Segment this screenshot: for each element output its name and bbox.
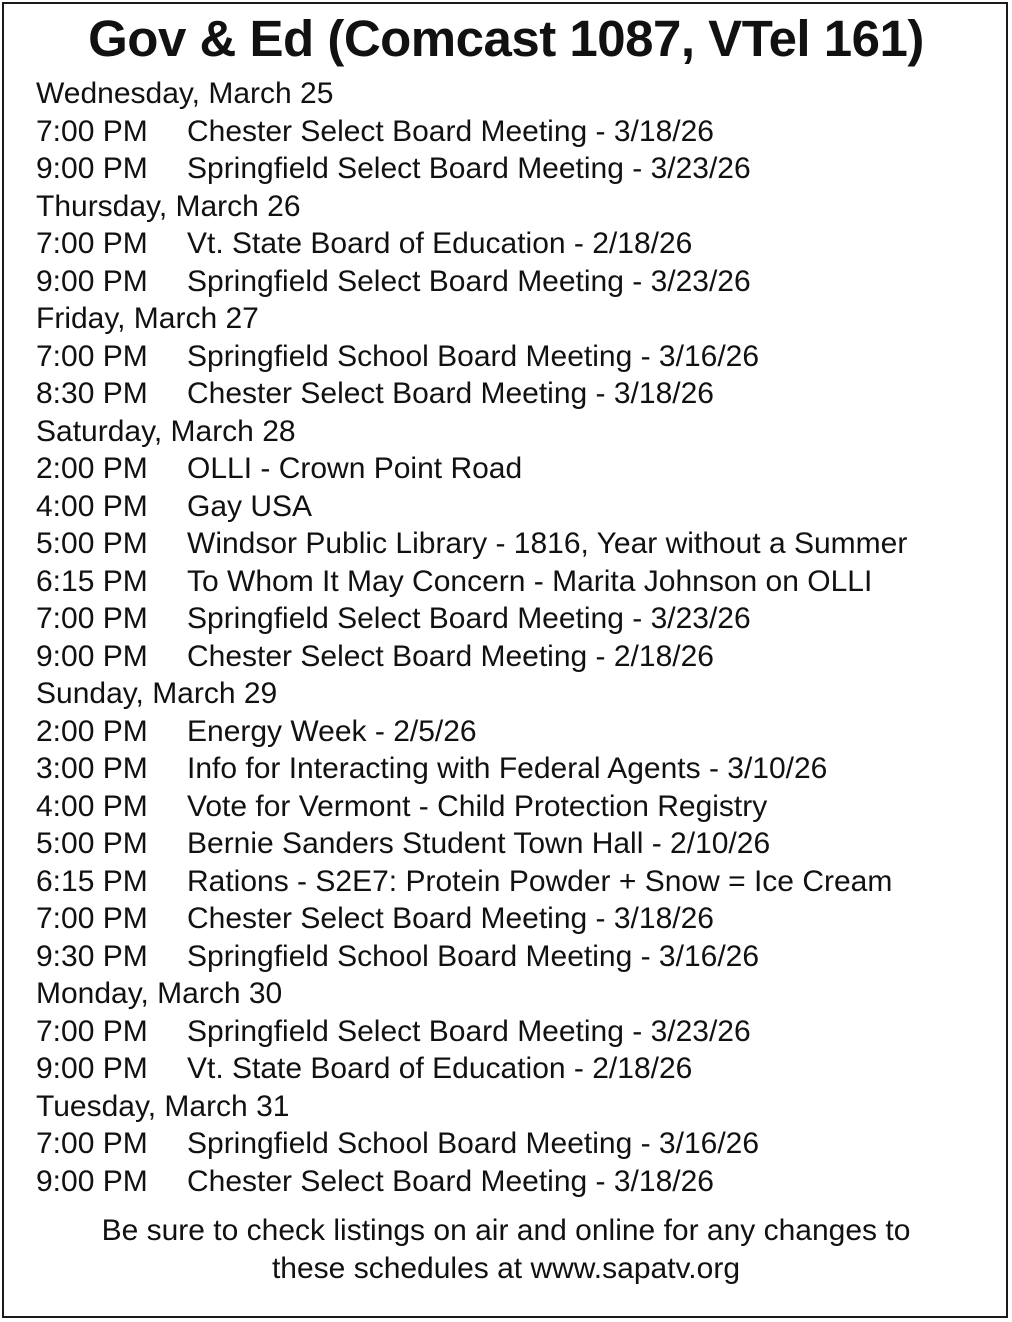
show-program: Springfield School Board Meeting - 3/16/26 — [187, 939, 760, 973]
day-heading — [36, 188, 996, 226]
footer-note — [0, 1212, 1012, 1288]
show-program: OLLI - Crown Point Road — [187, 452, 523, 485]
show-program: Chester Select Board Meeting - 2/18/26 — [187, 639, 714, 673]
schedule-row — [36, 563, 996, 601]
day-label: Monday, March 30 — [36, 977, 283, 1010]
show-program: Info for Interacting with Federal Agents - 3/10/26 — [187, 752, 828, 785]
show-time: 9:00 PM — [36, 152, 148, 185]
show-time: 7:00 PM — [36, 114, 148, 148]
show-program: Chester Select Board Meeting - 3/18/26 — [187, 377, 714, 410]
show-program: Springfield Select Board Meeting - 3/23/26 — [187, 602, 751, 635]
show-program: Rations - S2E7: Protein Powder + Snow = Ice Cream — [187, 864, 893, 898]
schedule-row — [36, 713, 996, 751]
schedule-row — [36, 1050, 996, 1088]
footer-line-1: Be sure to check listings on air and online for any changes to — [101, 1214, 911, 1247]
schedule-row — [36, 338, 996, 376]
show-time: 2:00 PM — [36, 714, 148, 748]
schedule-row — [36, 488, 996, 526]
show-time: 7:00 PM — [36, 339, 148, 373]
day-label: Thursday, March 26 — [36, 189, 301, 223]
show-time: 7:00 PM — [36, 902, 148, 935]
show-program: Springfield Select Board Meeting - 3/23/26 — [187, 264, 751, 298]
show-program: Springfield Select Board Meeting - 3/23/26 — [187, 152, 751, 185]
schedule-row — [36, 450, 996, 488]
show-program: Gay USA — [187, 489, 313, 523]
show-time: 2:00 PM — [36, 452, 148, 485]
schedule-row — [36, 150, 996, 188]
schedule-row — [36, 750, 996, 788]
show-program: Chester Select Board Meeting - 3/18/26 — [187, 114, 714, 148]
day-label: Friday, March 27 — [36, 302, 259, 335]
show-time: 4:00 PM — [36, 789, 148, 823]
day-heading — [36, 413, 996, 451]
show-time: 7:00 PM — [36, 1127, 148, 1160]
schedule-row — [36, 788, 996, 826]
show-time: 5:00 PM — [36, 827, 148, 860]
show-time: 9:00 PM — [36, 639, 148, 673]
show-program: To Whom It May Concern - Marita Johnson on OLLI — [187, 564, 873, 598]
show-time: 8:30 PM — [36, 377, 148, 410]
show-time: 9:00 PM — [36, 264, 148, 298]
show-program: Chester Select Board Meeting - 3/18/26 — [187, 902, 714, 935]
schedule-row — [36, 600, 996, 638]
schedule-row — [36, 225, 996, 263]
day-label: Wednesday, March 25 — [36, 77, 334, 110]
show-time: 7:00 PM — [36, 602, 148, 635]
show-program: Vt. State Board of Education - 2/18/26 — [187, 1052, 693, 1085]
show-time: 6:15 PM — [36, 564, 148, 598]
show-program: Energy Week - 2/5/26 — [187, 714, 477, 748]
schedule-row — [36, 938, 996, 976]
schedule-row — [36, 1013, 996, 1051]
footer-line-2: these schedules at www.sapatv.org — [271, 1252, 741, 1285]
show-program: Chester Select Board Meeting - 3/18/26 — [187, 1164, 714, 1198]
show-program: Springfield Select Board Meeting - 3/23/26 — [187, 1014, 751, 1048]
schedule-row — [36, 525, 996, 563]
day-label: Tuesday, March 31 — [36, 1089, 290, 1123]
schedule-row — [36, 375, 996, 413]
day-label: Sunday, March 29 — [36, 677, 278, 710]
day-heading — [36, 675, 996, 713]
page-title: Gov & Ed (Comcast 1087, VTel 161) — [88, 10, 924, 67]
show-time: 4:00 PM — [36, 489, 148, 523]
schedule-row — [36, 638, 996, 676]
show-program: Vote for Vermont - Child Protection Registry — [187, 789, 768, 823]
day-heading — [36, 75, 996, 113]
schedule-row — [36, 900, 996, 938]
show-time: 7:00 PM — [36, 227, 148, 260]
show-time: 9:00 PM — [36, 1052, 148, 1085]
show-time: 7:00 PM — [36, 1014, 148, 1048]
schedule-list — [36, 75, 996, 1200]
schedule-row — [36, 1125, 996, 1163]
show-program: Springfield School Board Meeting - 3/16/26 — [187, 339, 760, 373]
show-time: 5:00 PM — [36, 527, 148, 560]
day-heading — [36, 1088, 996, 1126]
schedule-row — [36, 113, 996, 151]
schedule-row — [36, 1163, 996, 1201]
show-time: 9:30 PM — [36, 939, 148, 973]
schedule-row — [36, 263, 996, 301]
show-time: 3:00 PM — [36, 752, 148, 785]
show-program: Vt. State Board of Education - 2/18/26 — [187, 227, 693, 260]
day-heading — [36, 975, 996, 1013]
schedule-row — [36, 825, 996, 863]
show-program: Bernie Sanders Student Town Hall - 2/10/26 — [187, 827, 771, 860]
day-label: Saturday, March 28 — [36, 414, 296, 448]
show-time: 6:15 PM — [36, 864, 148, 898]
show-time: 9:00 PM — [36, 1164, 148, 1198]
day-heading — [36, 300, 996, 338]
show-program: Springfield School Board Meeting - 3/16/26 — [187, 1127, 760, 1160]
show-program: Windsor Public Library - 1816, Year without a Summer — [187, 527, 908, 560]
schedule-row — [36, 863, 996, 901]
